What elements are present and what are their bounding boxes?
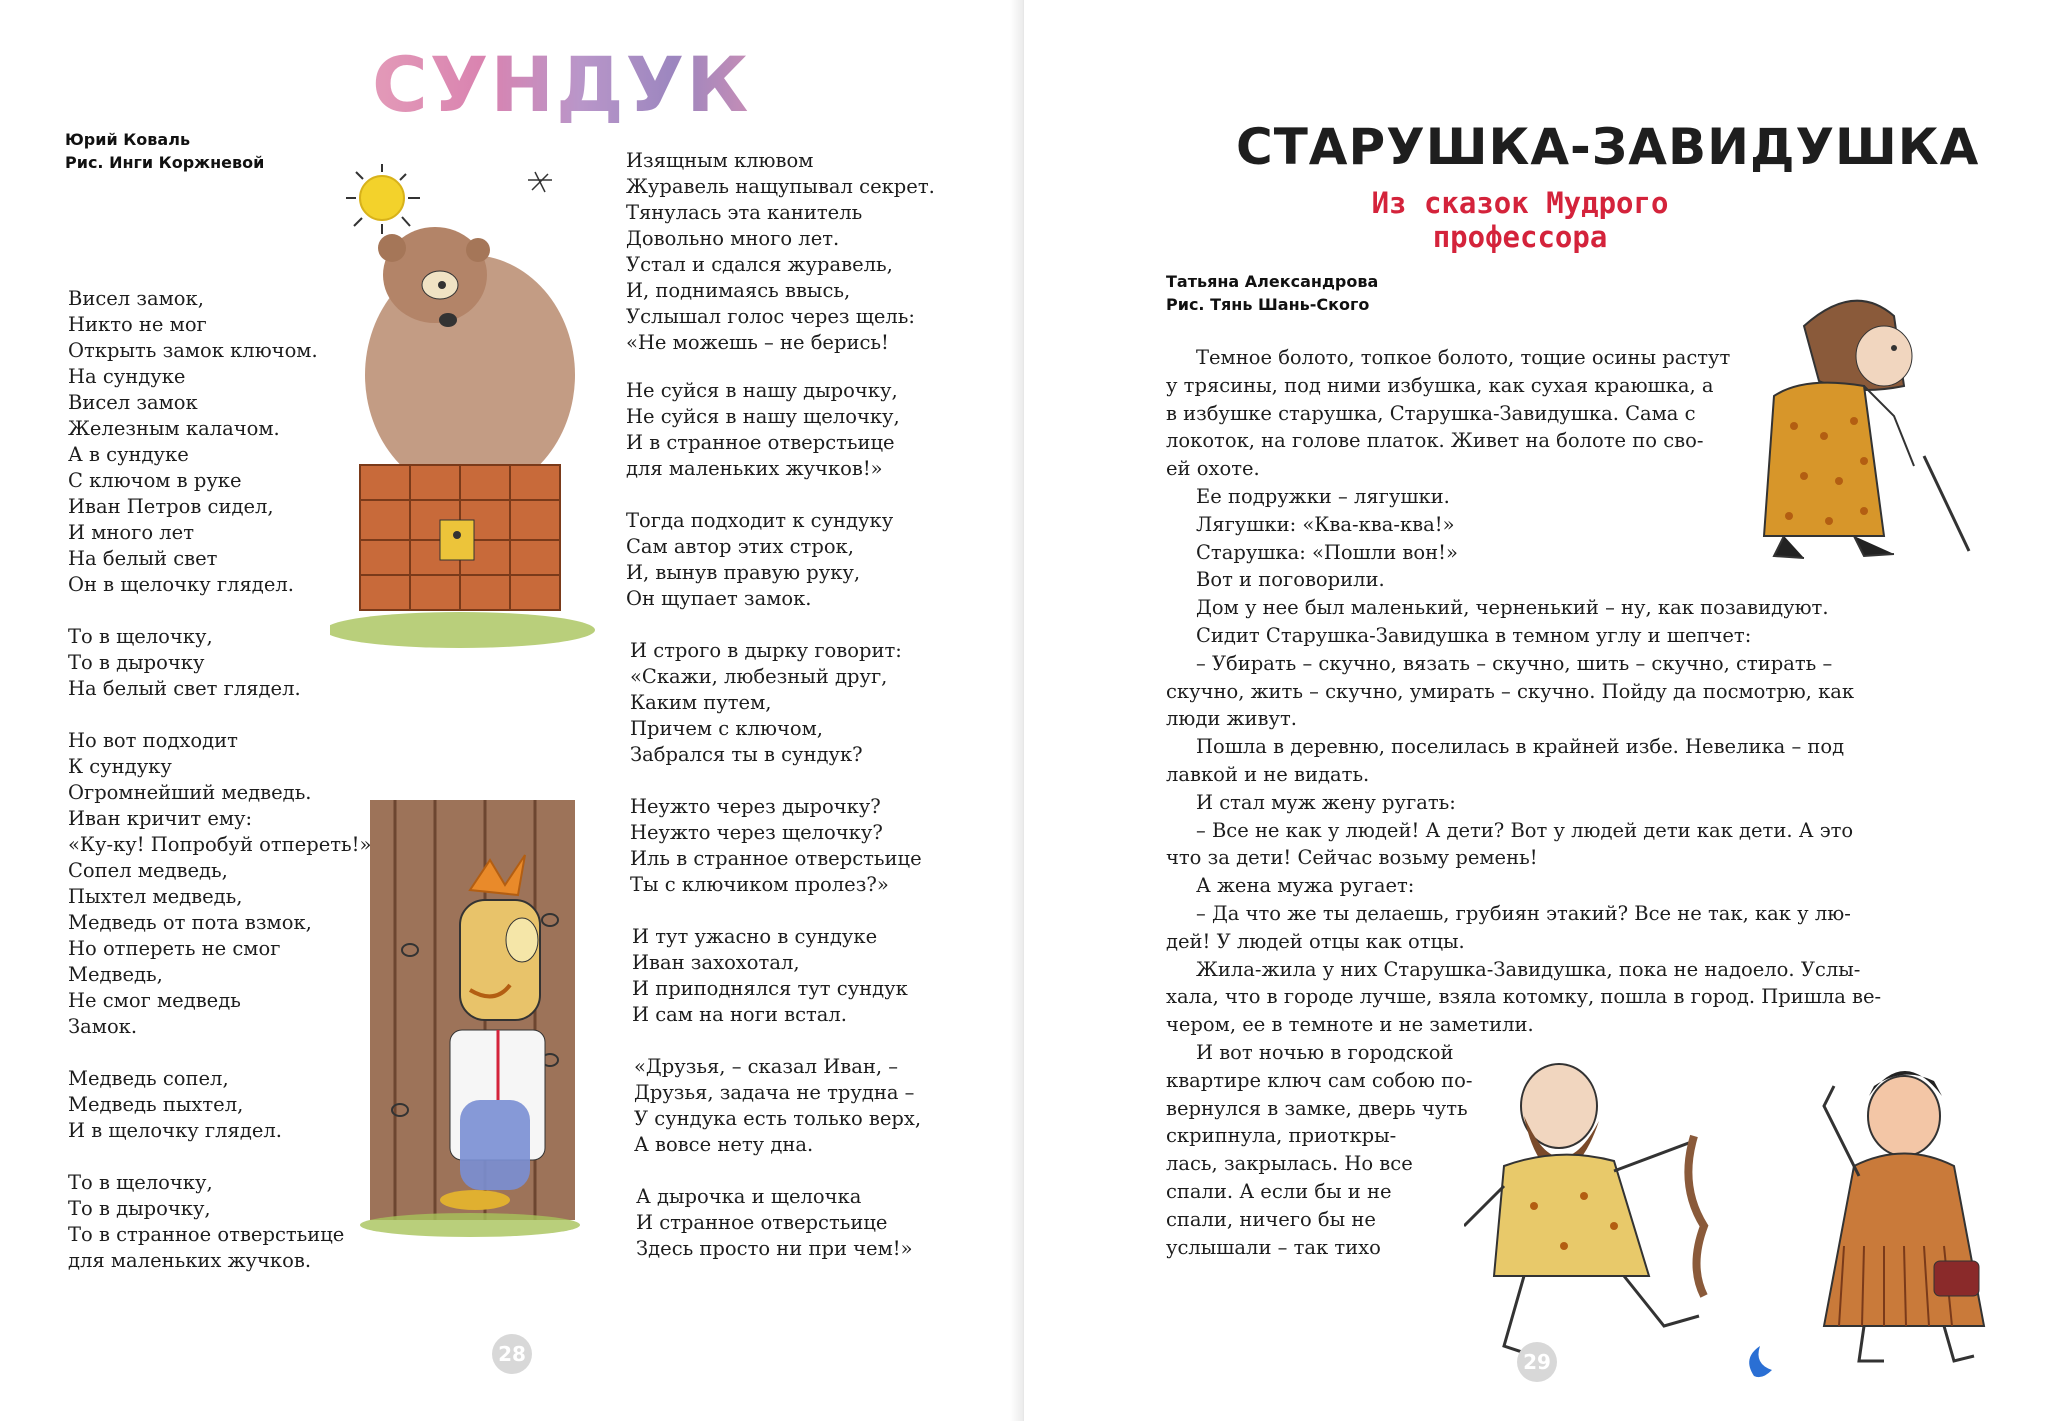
bear-chest-illustration	[330, 160, 630, 660]
text-line: Дом у нее был маленький, черненький – ну, как позавидуют.	[1196, 596, 1829, 620]
stanza-7	[626, 378, 900, 482]
poem-line: Иван кричит ему:	[68, 807, 253, 830]
stanza-1	[68, 286, 318, 598]
text-line: лавкой и не видать.	[1166, 762, 1370, 786]
page-number: 29	[1517, 1342, 1557, 1382]
stanza-6	[626, 148, 935, 356]
text-line: А жена мужа ругает:	[1196, 874, 1415, 898]
left-page	[0, 0, 1020, 1421]
text-line: вернулся в замке, дверь чуть	[1166, 1096, 1468, 1120]
story-title: СТАРУШКА-ЗАВИДУШКА	[1236, 118, 1980, 176]
poem-line: И сам на ноги встал.	[632, 1003, 847, 1026]
poem-line: И в странное отверстьице	[626, 431, 895, 454]
text-line: Сидит Старушка-Завидушка в темном углу и шепчет:	[1196, 623, 1752, 647]
stanza-12	[634, 1054, 921, 1158]
poem-line: Друзья, задача не трудна –	[634, 1081, 915, 1104]
poem-line: Но вот подходит	[68, 729, 238, 752]
stanza-11	[632, 924, 908, 1028]
poem-line: И, поднимаясь ввысь,	[626, 279, 851, 302]
poem-line: То в дырочку,	[68, 1197, 211, 1220]
text-line: Пошла в деревню, поселилась в крайней избе. Невелика – под	[1196, 735, 1845, 759]
poem-line: Тогда подходит к сундуку	[626, 509, 894, 532]
text-line: в избушке старушка, Старушка-Завидушка. Сама с	[1166, 401, 1696, 425]
poem-line: «Ку-ку! Попробуй отпереть!»	[68, 833, 372, 856]
text-line: Старушка: «Пошли вон!»	[1196, 540, 1458, 564]
poem-line: Он щупает замок.	[626, 587, 812, 610]
stanza-10	[630, 794, 922, 898]
poem-line: Пыхтел медведь,	[68, 885, 243, 908]
poem-line: Медведь пыхтел,	[68, 1093, 244, 1116]
poem-line: Не смог медведь	[68, 989, 241, 1012]
poem-line: А в сундуке	[68, 443, 189, 466]
text-line: услышали – так тихо	[1166, 1235, 1381, 1259]
poem-line: То в дырочку	[68, 651, 205, 674]
poem-line: Медведь сопел,	[68, 1067, 229, 1090]
poem-line: Сопел медведь,	[68, 859, 228, 882]
poem-title: СУНДУК	[372, 40, 751, 129]
text-line: И стал муж жену ругать:	[1196, 790, 1456, 814]
poem-line: На сундуке	[68, 365, 186, 388]
poem-line: Висел замок,	[68, 287, 204, 310]
text-line: скрипнула, приоткры-	[1166, 1124, 1397, 1148]
poem-line: Но отпереть не смог	[68, 937, 281, 960]
text-line: спали. А если бы и не	[1166, 1179, 1392, 1203]
poem-line: И в щелочку глядел.	[68, 1119, 282, 1142]
text-line: у трясины, под ними избушка, как сухая краюшка, а	[1166, 373, 1714, 397]
poem-line: И много лет	[68, 521, 194, 544]
poem-line: Никто не мог	[68, 313, 207, 336]
illustrator-name: Рис. Инги Коржневой	[65, 153, 265, 172]
poem-line: Он в щелочку глядел.	[68, 573, 294, 596]
poem-line: Тянулась эта канитель	[626, 201, 863, 224]
text-line: люди живут.	[1166, 707, 1297, 731]
poem-line: Иван Петров сидел,	[68, 495, 274, 518]
stanza-3	[68, 728, 371, 1040]
text-line: Жила-жила у них Старушка-Завидушка, пока не надоело. Услы-	[1196, 957, 1861, 981]
text-line: Лягушки: «Ква-ква-ква!»	[1196, 512, 1455, 536]
text-line: дей! У людей отцы как отцы.	[1166, 929, 1465, 953]
illustrator-name: Рис. Тянь Шань-Ского	[1166, 295, 1370, 314]
stanza-13	[636, 1184, 913, 1262]
poem-line: Услышал голос через щель:	[626, 305, 915, 328]
poem-line: Ты с ключиком пролез?»	[630, 873, 889, 896]
poem-line: И, вынув правую руку,	[626, 561, 861, 584]
poem-line: А вовсе нету дна.	[634, 1133, 814, 1156]
poem-line: Висел замок	[68, 391, 198, 414]
poem-line: Причем с ключом,	[630, 717, 823, 740]
poem-line: «Друзья, – сказал Иван, –	[634, 1055, 898, 1078]
poem-line: К сундуку	[68, 755, 172, 778]
text-line: лась, закрылась. Но все	[1166, 1152, 1413, 1176]
stanza-2	[68, 624, 301, 702]
poem-line: для маленьких жучков.	[68, 1249, 312, 1272]
poem-line: Неужто через щелочку?	[630, 821, 883, 844]
poem-line: Открыть замок ключом.	[68, 339, 318, 362]
text-line: что за дети! Сейчас возьму ремень!	[1166, 846, 1538, 870]
story-credits	[1166, 270, 1378, 316]
text-line: Темное болото, топкое болото, тощие осины растут	[1196, 346, 1731, 369]
right-page	[1024, 0, 2048, 1421]
poem-line: Каким путем,	[630, 691, 772, 714]
poem-line: И приподнялся тут сундук	[632, 977, 908, 1000]
poem-line: Иль в странное отверстьице	[630, 847, 922, 870]
text-line: локоток, на голове платок. Живет на болоте по сво-	[1166, 429, 1704, 453]
text-line: – Все не как у людей! А дети? Вот у людей дети как дети. А это	[1196, 818, 1854, 842]
poem-line: То в щелочку,	[68, 625, 213, 648]
poem-line: Не суйся в нашу дырочку,	[626, 379, 898, 402]
bug-icon	[528, 172, 552, 192]
poem-line: «Не можешь – не берись!	[626, 331, 889, 354]
subtitle-line: Из сказок Мудрого	[1371, 186, 1669, 220]
poem-line: Железным калачом.	[68, 417, 280, 440]
text-line: – Да что же ты делаешь, грубиян этакий? Все не так, как у лю-	[1196, 901, 1851, 925]
text-line: хала, что в городе лучше, взяла котомку, пошла в город. Пришла ве-	[1166, 985, 1882, 1009]
stanza-4	[68, 1066, 282, 1144]
poem-line: Иван захохотал,	[632, 951, 800, 974]
stanza-8	[626, 508, 893, 612]
page-number: 28	[492, 1334, 532, 1374]
poem-line: Устал и сдался журавель,	[626, 253, 893, 276]
text-line: Вот и поговорили.	[1196, 568, 1385, 592]
poem-line: То в щелочку,	[68, 1171, 213, 1194]
text-line: чером, ее в темноте и не заметили.	[1166, 1013, 1534, 1037]
author-name: Юрий Коваль	[65, 130, 191, 149]
poem-line: Неужто через дырочку?	[630, 795, 881, 818]
poem-line: На белый свет глядел.	[68, 677, 301, 700]
author-name: Татьяна Александрова	[1166, 272, 1379, 291]
stanza-5	[68, 1170, 344, 1274]
poem-credits	[65, 128, 264, 174]
poem-line: Медведь,	[68, 963, 163, 986]
poem-line: Огромнейший медведь.	[68, 781, 312, 804]
poem-line: Сам автор этих строк,	[626, 535, 854, 558]
poem-line: «Скажи, любезный друг,	[630, 665, 888, 688]
poem-line: И тут ужасно в сундуке	[632, 925, 878, 948]
subtitle-line: профессора	[1432, 220, 1608, 254]
poem-line: Не суйся в нашу щелочку,	[626, 405, 900, 428]
text-line: квартире ключ сам собою по-	[1166, 1068, 1473, 1092]
text-line: И вот ночью в городской	[1196, 1040, 1454, 1064]
poem-line: То в странное отверстьице	[68, 1223, 345, 1246]
poem-line: У сундука есть только верх,	[634, 1107, 922, 1130]
poem-line: Журавель нащупывал секрет.	[626, 175, 935, 198]
poem-line: На белый свет	[68, 547, 218, 570]
poem-line: Здесь просто ни при чем!»	[636, 1237, 913, 1260]
ivan-illustration	[350, 800, 595, 1240]
poem-line: для маленьких жучков!»	[626, 457, 883, 480]
poem-line: Довольно много лет.	[626, 227, 840, 250]
text-line: спали, ничего бы не	[1166, 1207, 1376, 1231]
story-subtitle	[1370, 186, 1670, 254]
poem-line: Забрался ты в сундук?	[630, 743, 863, 766]
poem-line: С ключом в руке	[68, 469, 242, 492]
text-line: – Убирать – скучно, вязать – скучно, шить – скучно, стирать –	[1196, 651, 1833, 675]
poem-line: Замок.	[68, 1015, 138, 1038]
story-text	[1166, 344, 1881, 1261]
poem-line: А дырочка и щелочка	[636, 1185, 862, 1208]
poem-line: И строго в дырку говорит:	[630, 639, 902, 662]
sun-icon	[346, 164, 420, 234]
text-line: ей охоте.	[1166, 457, 1260, 481]
poem-line: И странное отверстьице	[636, 1211, 888, 1234]
poem-line: Изящным клювом	[626, 149, 814, 172]
stanza-9	[630, 638, 902, 768]
text-line: Ее подружки – лягушки.	[1196, 484, 1450, 508]
text-line: скучно, жить – скучно, умирать – скучно. Пойду да посмотрю, как	[1166, 679, 1855, 703]
poem-line: Медведь от пота взмок,	[68, 911, 312, 934]
